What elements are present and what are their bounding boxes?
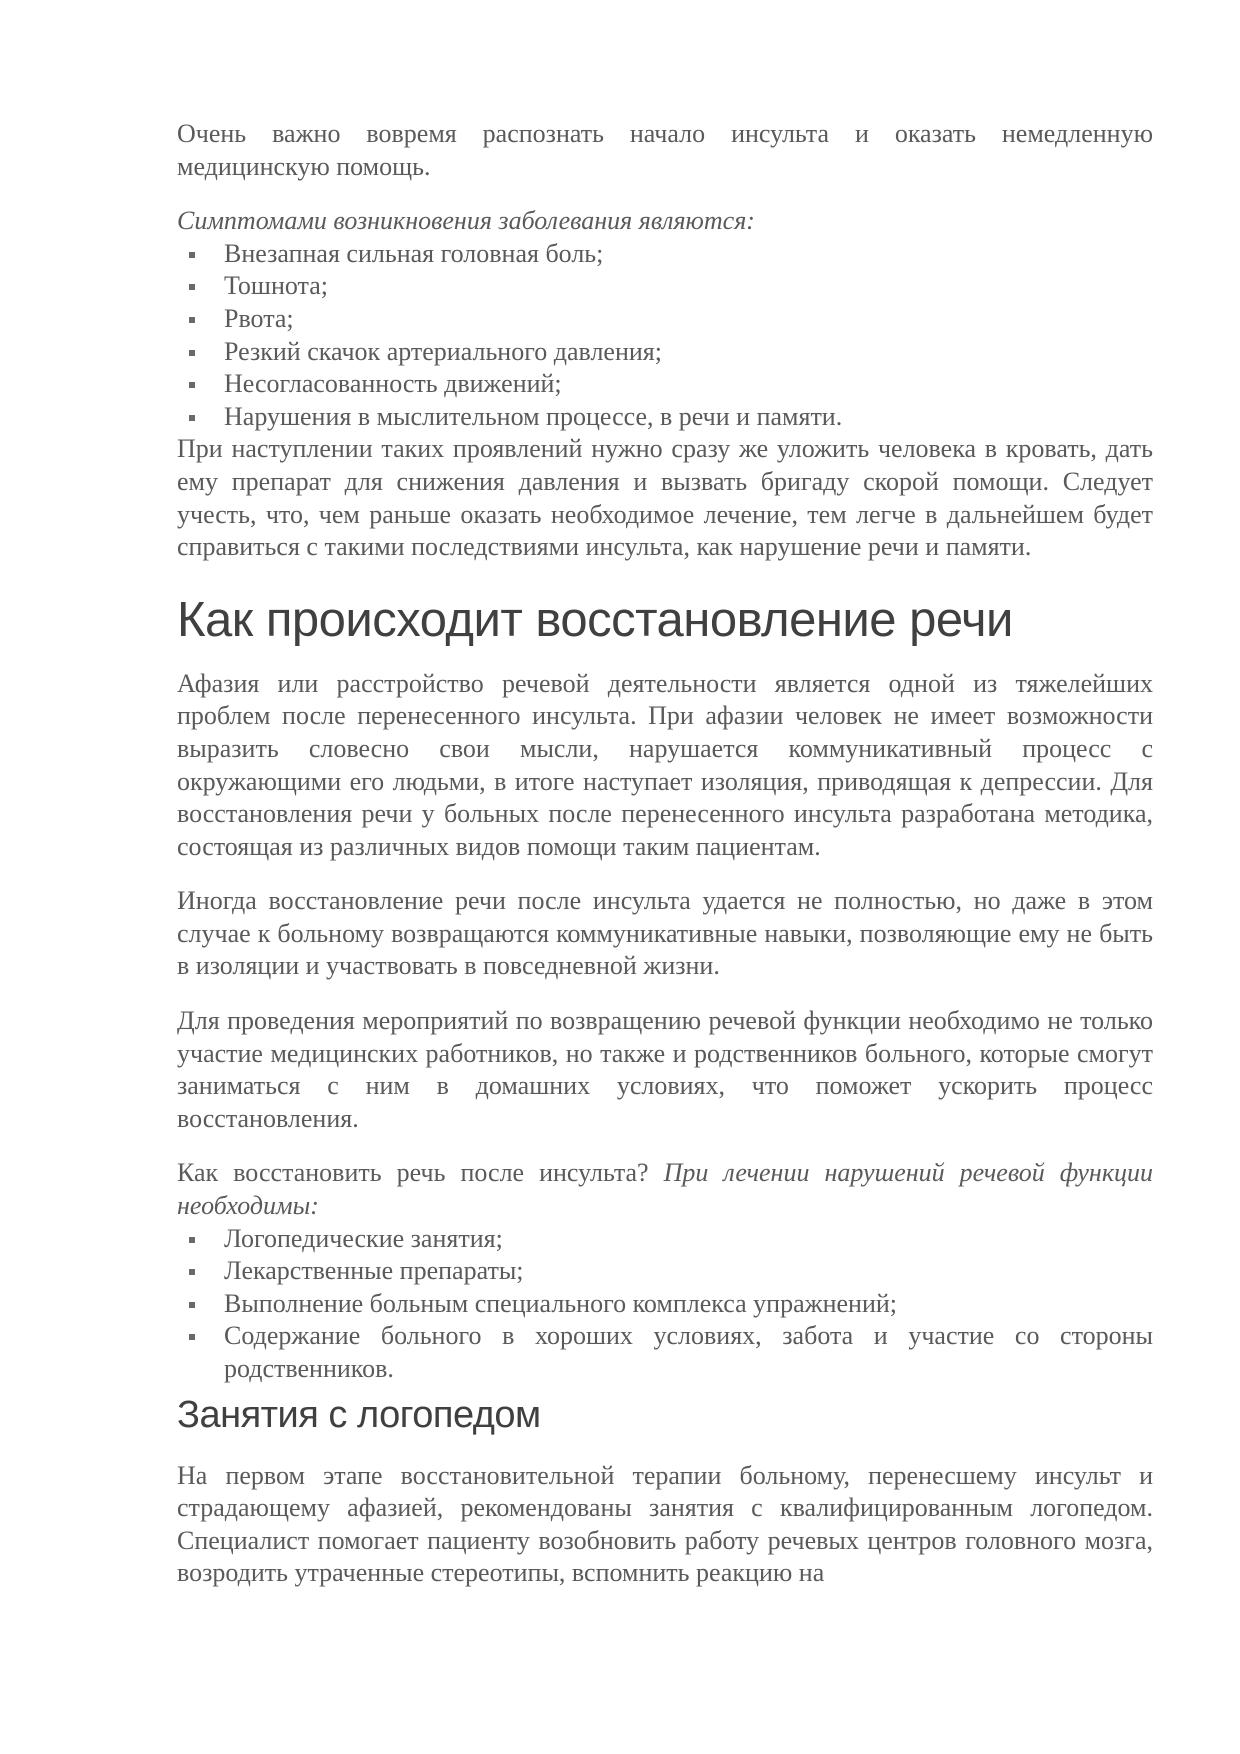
recovery-paragraph: Иногда восстановление речи после инсульта удается не полностью, но даже в этом случае к больному возвращаются коммуникативные навыки, позволяющие ему не быть в изоляции и участвовать в повседневной жизни. — [177, 886, 1153, 981]
recovery-paragraph: Для проведения мероприятий по возвращению речевой функции необходимо не только участие медицинских работников, но также и родственников больного, которые смогут заниматься с ним в домашних условиях, что поможет ускорить процесс восстановления. — [177, 1006, 1153, 1133]
list-item: Логопедические занятия; — [177, 1223, 1153, 1256]
treatment-list — [177, 1223, 1153, 1386]
list-item: Тошнота; — [177, 270, 1153, 303]
treatment-intro: При лечении нарушений речевой функции необходимы: — [177, 1158, 1153, 1221]
recovery-paragraph: Афазия или расстройство речевой деятельности является одной из тяжелейших проблем после перенесенного инсульта. При афазии человек не имеет возможности выразить словесно свои мысли, нарушается коммуникативный процесс с окружающими его людьми, в итоге наступает изоляция, приводящая к депрессии. Для восстановления речи у больных после перенесенного инсульта разработана методика, состоящая из различных видов помощи таким пациентам. — [177, 668, 1153, 861]
symptoms-list — [177, 238, 1153, 434]
treatment-question: Как восстановить речь после инсульта? — [177, 1158, 649, 1188]
list-item: Содержание больного в хороших условиях, забота и участие со стороны родственников. — [177, 1320, 1153, 1385]
list-item: Лекарственные препараты; — [177, 1255, 1153, 1288]
after-symptoms-paragraph: При наступлении таких проявлений нужно сразу же уложить человека в кровать, дать ему препарат для снижения давления и вызвать бригаду скорой помощи. Следует учесть, что, чем раньше оказать необходимое лечение, тем легче в дальнейшем будет справиться с такими последствиями инсульта, как нарушение речи и памяти. — [177, 434, 1153, 562]
list-item: Несогласованность движений; — [177, 368, 1153, 401]
list-item: Нарушения в мыслительном процессе, в речи и памяти. — [177, 401, 1153, 434]
list-item: Рвота; — [177, 303, 1153, 336]
intro-paragraph: Очень важно вовремя распознать начало инсульта и оказать немедленную медицинскую помощь. — [177, 119, 1153, 181]
document-page — [177, 118, 1153, 1590]
list-item: Выполнение больным специального комплекса упражнений; — [177, 1288, 1153, 1321]
section-heading-speech-therapist: Занятия с логопедом — [177, 1393, 541, 1436]
symptoms-title: Симптомами возникновения заболевания являются: — [177, 206, 755, 236]
treatment-question-paragraph — [177, 1157, 1153, 1222]
list-item: Внезапная сильная головная боль; — [177, 238, 1153, 271]
list-item: Резкий скачок артериального давления; — [177, 336, 1153, 369]
speech-therapist-paragraph: На первом этапе восстановительной терапии больному, перенесшему инсульт и страдающему афазией, рекомендованы занятия с квалифицированным логопедом. Специалист помогает пациенту возобновить работу речевых центров головного мозга, возродить утраченные стереотипы, вспомнить реакцию на — [177, 1460, 1153, 1588]
section-heading-recovery: Как происходит восстановление речи — [177, 592, 1013, 647]
